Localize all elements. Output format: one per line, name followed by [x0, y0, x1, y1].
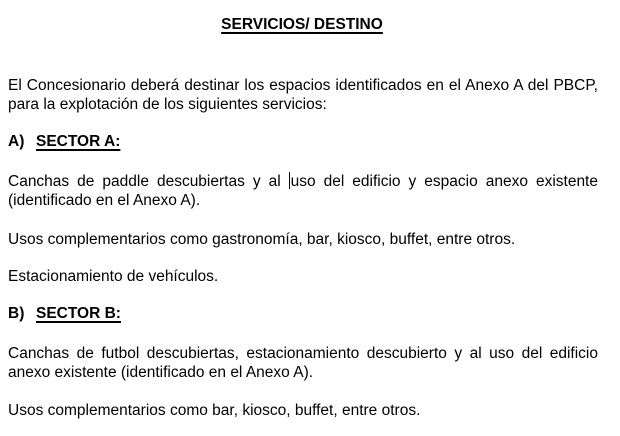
- sector-a-name: SECTOR A:: [36, 133, 121, 150]
- sector-a-p1-text-end: uso del edificio y espacio anexo existente (identificado en el Anexo A).: [8, 173, 598, 209]
- sector-b-letter: B): [8, 305, 25, 322]
- sector-a-paragraph-2: Usos complementarios como gastronomía, bar, kiosco, buffet, entre otros.: [8, 231, 516, 248]
- sector-b-name: SECTOR B:: [36, 305, 121, 322]
- document-title: SERVICIOS/ DESTINO: [221, 16, 383, 33]
- sector-a-paragraph-1: [8, 172, 598, 210]
- sector-b-paragraph-2: Usos complementarios como bar, kiosco, buffet, entre otros.: [8, 402, 421, 419]
- intro-paragraph: El Concesionario deberá destinar los espacios identificados en el Anexo A del PBCP, para la explotación de los siguientes servicios:: [8, 77, 598, 113]
- sector-b-paragraph-1: Canchas de futbol descubiertas, estacionamiento descubierto y al uso del edificio anexo existente (identificado en el Anexo A).: [8, 345, 598, 381]
- text-cursor: [289, 172, 290, 189]
- sector-a-heading: [8, 133, 120, 151]
- sector-a-paragraph-3: Estacionamiento de vehículos.: [8, 268, 219, 285]
- sector-b-heading: [8, 305, 121, 323]
- sector-a-letter: A): [8, 133, 25, 150]
- sector-a-p1-text-start: Canchas de paddle descubiertas y al: [8, 173, 289, 190]
